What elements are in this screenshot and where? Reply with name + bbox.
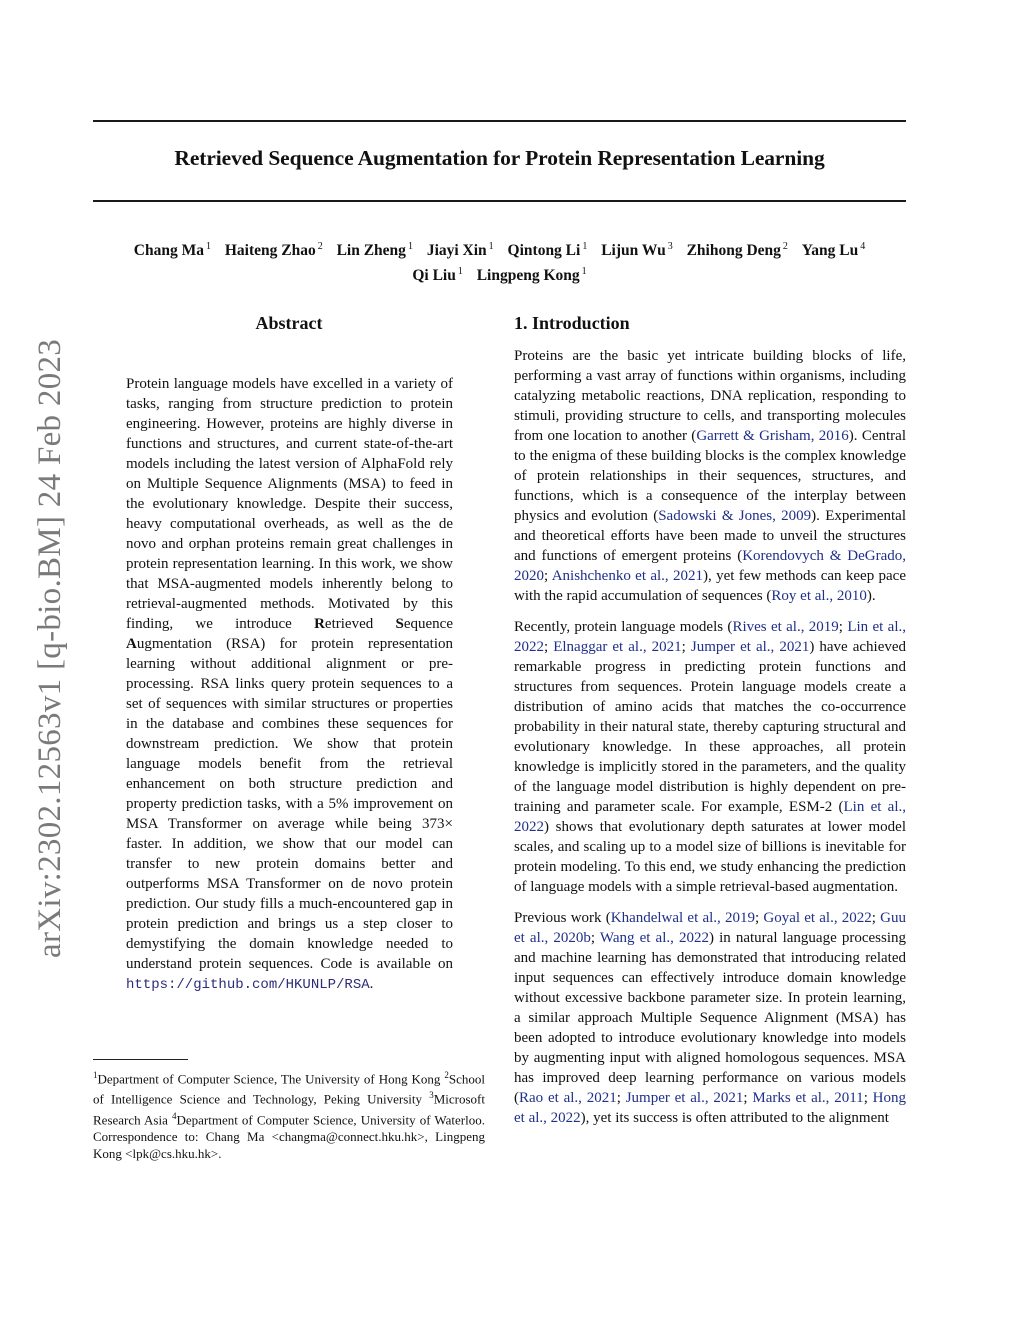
paragraph xyxy=(514,617,906,897)
author: Lingpeng Kong $^1$ xyxy=(476,266,587,285)
text-run: ; xyxy=(838,619,848,635)
arxiv-identifier: arXiv:2302.12563v1 [q-bio.BM] 24 Feb 2023 xyxy=(32,338,68,958)
author: Lin Zheng $^1$ xyxy=(336,241,413,260)
author: Lijun Wu $^3$ xyxy=(601,241,673,260)
paragraph xyxy=(514,346,906,606)
text-run: ) in natural language processing and machine learning has demonstrated that introducing related input sequences can effectively introduce domain knowledge without excessive backbone parameter size. In protein learning, a similar approach Multiple Sequence Alignment (MSA) has been adopted to introduce evolutionary knowledge into models by augmenting input with aligned homologous sequences. MSA has improved deep learning performance on various models ( xyxy=(514,930,907,1106)
footnote-rule xyxy=(93,1059,188,1060)
text-run: ; xyxy=(754,910,764,926)
citation-link[interactable]: Jumper et al., 2021 xyxy=(625,1090,744,1106)
affiliations-footnote: $^1$Department of Computer Science, The University of Hong Kong $^2$School of Intelligence Science and Technology, Peking University $^3$Microsoft Research Asia $^4$Department of Computer Science, University of Waterloo. Correspondence to: Chang Ma <changma@connect.hku.hk>, Lingpeng Kong <lpk@cs.hku.hk>. xyxy=(93,1070,485,1161)
citation-link[interactable]: Roy et al., 2010 xyxy=(771,588,867,604)
abstract-heading: Abstract xyxy=(255,313,323,333)
title-rule-top xyxy=(93,120,906,122)
author: Qi Liu $^1$ xyxy=(412,266,463,285)
text-run: ; xyxy=(871,910,881,926)
abstract-body: Protein language models have excelled in a variety of tasks, ranging from structure prediction to protein engineering. However, proteins are highly diverse in functions and structures, and current state-of-the-art models including the latest version of AlphaFold rely on Multiple Sequence Alignments (MSA) to feed in the evolutionary knowledge. Despite their success, heavy computational overheads, as well as the de novo and orphan proteins remain great challenges in protein representation learning. In this work, we show that MSA-augmented models inherently belong to retrieval-augmented methods. Motivated by this finding, we introduce Retrieved Sequence Augmentation (RSA) for protein representation learning without additional alignment or pre-processing. RSA links query protein sequences to a set of sequences with similar structures or properties in the database and combines these sequences for downstream prediction. We show that protein language models benefit from the retrieval enhancement on both structure prediction and property prediction tasks, with a 5% improvement on MSA Transformer on average while being 373× faster. In addition, we show that our model can transfer to new protein domains better and outperforms MSA Transformer on de novo protein prediction. Our study fills a much-encountered gap in protein prediction and brings us a step closer to demystifying the domain knowledge needed to understand protein sequences. Code is available on https://github.com/HKUNLP/RSA. xyxy=(126,376,453,993)
citation-link[interactable]: Korendovych & DeGrado, 2020 xyxy=(514,548,906,584)
citation-link[interactable]: Lin et al., 2022 xyxy=(514,799,906,835)
citation-link[interactable]: Hong et al., 2022 xyxy=(514,1090,906,1126)
section-heading-introduction: 1. Introduction xyxy=(514,313,630,333)
introduction-body xyxy=(514,346,906,1139)
text-run: Proteins are the basic yet intricate building blocks of life, performing a vast array of functions within organisms, including catalyzing metabolic reactions, DNA replication, responding to stimuli, providing structure to cells, and transporting molecules from one location to another ( xyxy=(514,348,906,444)
text-run: ; xyxy=(544,639,554,655)
title-rule-bottom xyxy=(93,200,906,202)
text-run: ; xyxy=(743,1090,753,1106)
text-run: ) shows that evolutionary depth saturates at lower model scales, and scaling up to a model size of billions is inevitable for protein modeling. To this end, we study enhancing the prediction of language models with a simple retrieval-based augmentation. xyxy=(514,819,906,895)
text-run: ). xyxy=(866,588,876,604)
text-run: ; xyxy=(544,568,552,584)
author-list xyxy=(93,236,906,286)
citation-link[interactable]: Rives et al., 2019 xyxy=(732,619,839,635)
citation-link[interactable]: Jumper et al., 2021 xyxy=(690,639,810,655)
citation-link[interactable]: Marks et al., 2011 xyxy=(752,1090,864,1106)
citation-link[interactable]: Khandelwal et al., 2019 xyxy=(610,910,755,926)
citation-link[interactable]: Garrett & Grisham, 2016 xyxy=(696,428,849,444)
text-run: ; xyxy=(681,639,691,655)
author: Chang Ma $^1$ xyxy=(133,241,211,260)
text-run: ; xyxy=(863,1090,873,1106)
citation-link[interactable]: Goyal et al., 2022 xyxy=(763,910,872,926)
author: Zhihong Deng $^2$ xyxy=(686,241,788,260)
citation-link[interactable]: Guu et al., 2020b xyxy=(514,910,907,946)
paper-title: Retrieved Sequence Augmentation for Protein Representation Learning xyxy=(174,146,825,170)
text-run: Recently, protein language models ( xyxy=(514,619,733,635)
text-run: ; xyxy=(616,1090,626,1106)
text-run: ). Central to the enigma of these building blocks is the complex knowledge of protein relationships in their sequences, structures, and functions, which is a consequence of the interplay between physics and evolution ( xyxy=(514,428,906,524)
text-run: ). Experimental and theoretical efforts have been made to unveil the structures and functions of emergent proteins ( xyxy=(514,508,906,564)
text-run: ), yet few methods can keep pace with the rapid accumulation of sequences ( xyxy=(514,568,906,604)
author: Yang Lu $^4$ xyxy=(801,241,866,260)
text-run: ), yet its success is often attributed to the alignment xyxy=(580,1110,889,1126)
author: Haiteng Zhao $^2$ xyxy=(224,241,323,260)
paragraph xyxy=(514,908,906,1128)
citation-link[interactable]: Anishchenko et al., 2021 xyxy=(551,568,703,584)
text-run: ) have achieved remarkable progress in predicting protein functions and structures from sequences. Protein language models create a distribution of amino acids that matches the co-occurrence probability in their natural state, thereby capturing structural and evolutionary knowledge. In these approaches, all protein knowledge is implicitly stored in the parameters, and the quality of the language model distribution is highly dependent on pre-training and parameter scale. For example, ESM-2 ( xyxy=(514,639,907,815)
text-run: ; xyxy=(590,930,600,946)
citation-link[interactable]: Elnaggar et al., 2021 xyxy=(553,639,682,655)
citation-link[interactable]: Sadowski & Jones, 2009 xyxy=(658,508,812,524)
author: Jiayi Xin $^1$ xyxy=(426,241,494,260)
text-run: Previous work ( xyxy=(514,910,611,926)
citation-link[interactable]: Lin et al., 2022 xyxy=(514,619,906,655)
author: Qintong Li $^1$ xyxy=(507,241,588,260)
citation-link[interactable]: Rao et al., 2021 xyxy=(519,1090,617,1106)
code-link[interactable]: https://github.com/HKUNLP/RSA xyxy=(126,977,370,993)
citation-link[interactable]: Wang et al., 2022 xyxy=(599,930,709,946)
